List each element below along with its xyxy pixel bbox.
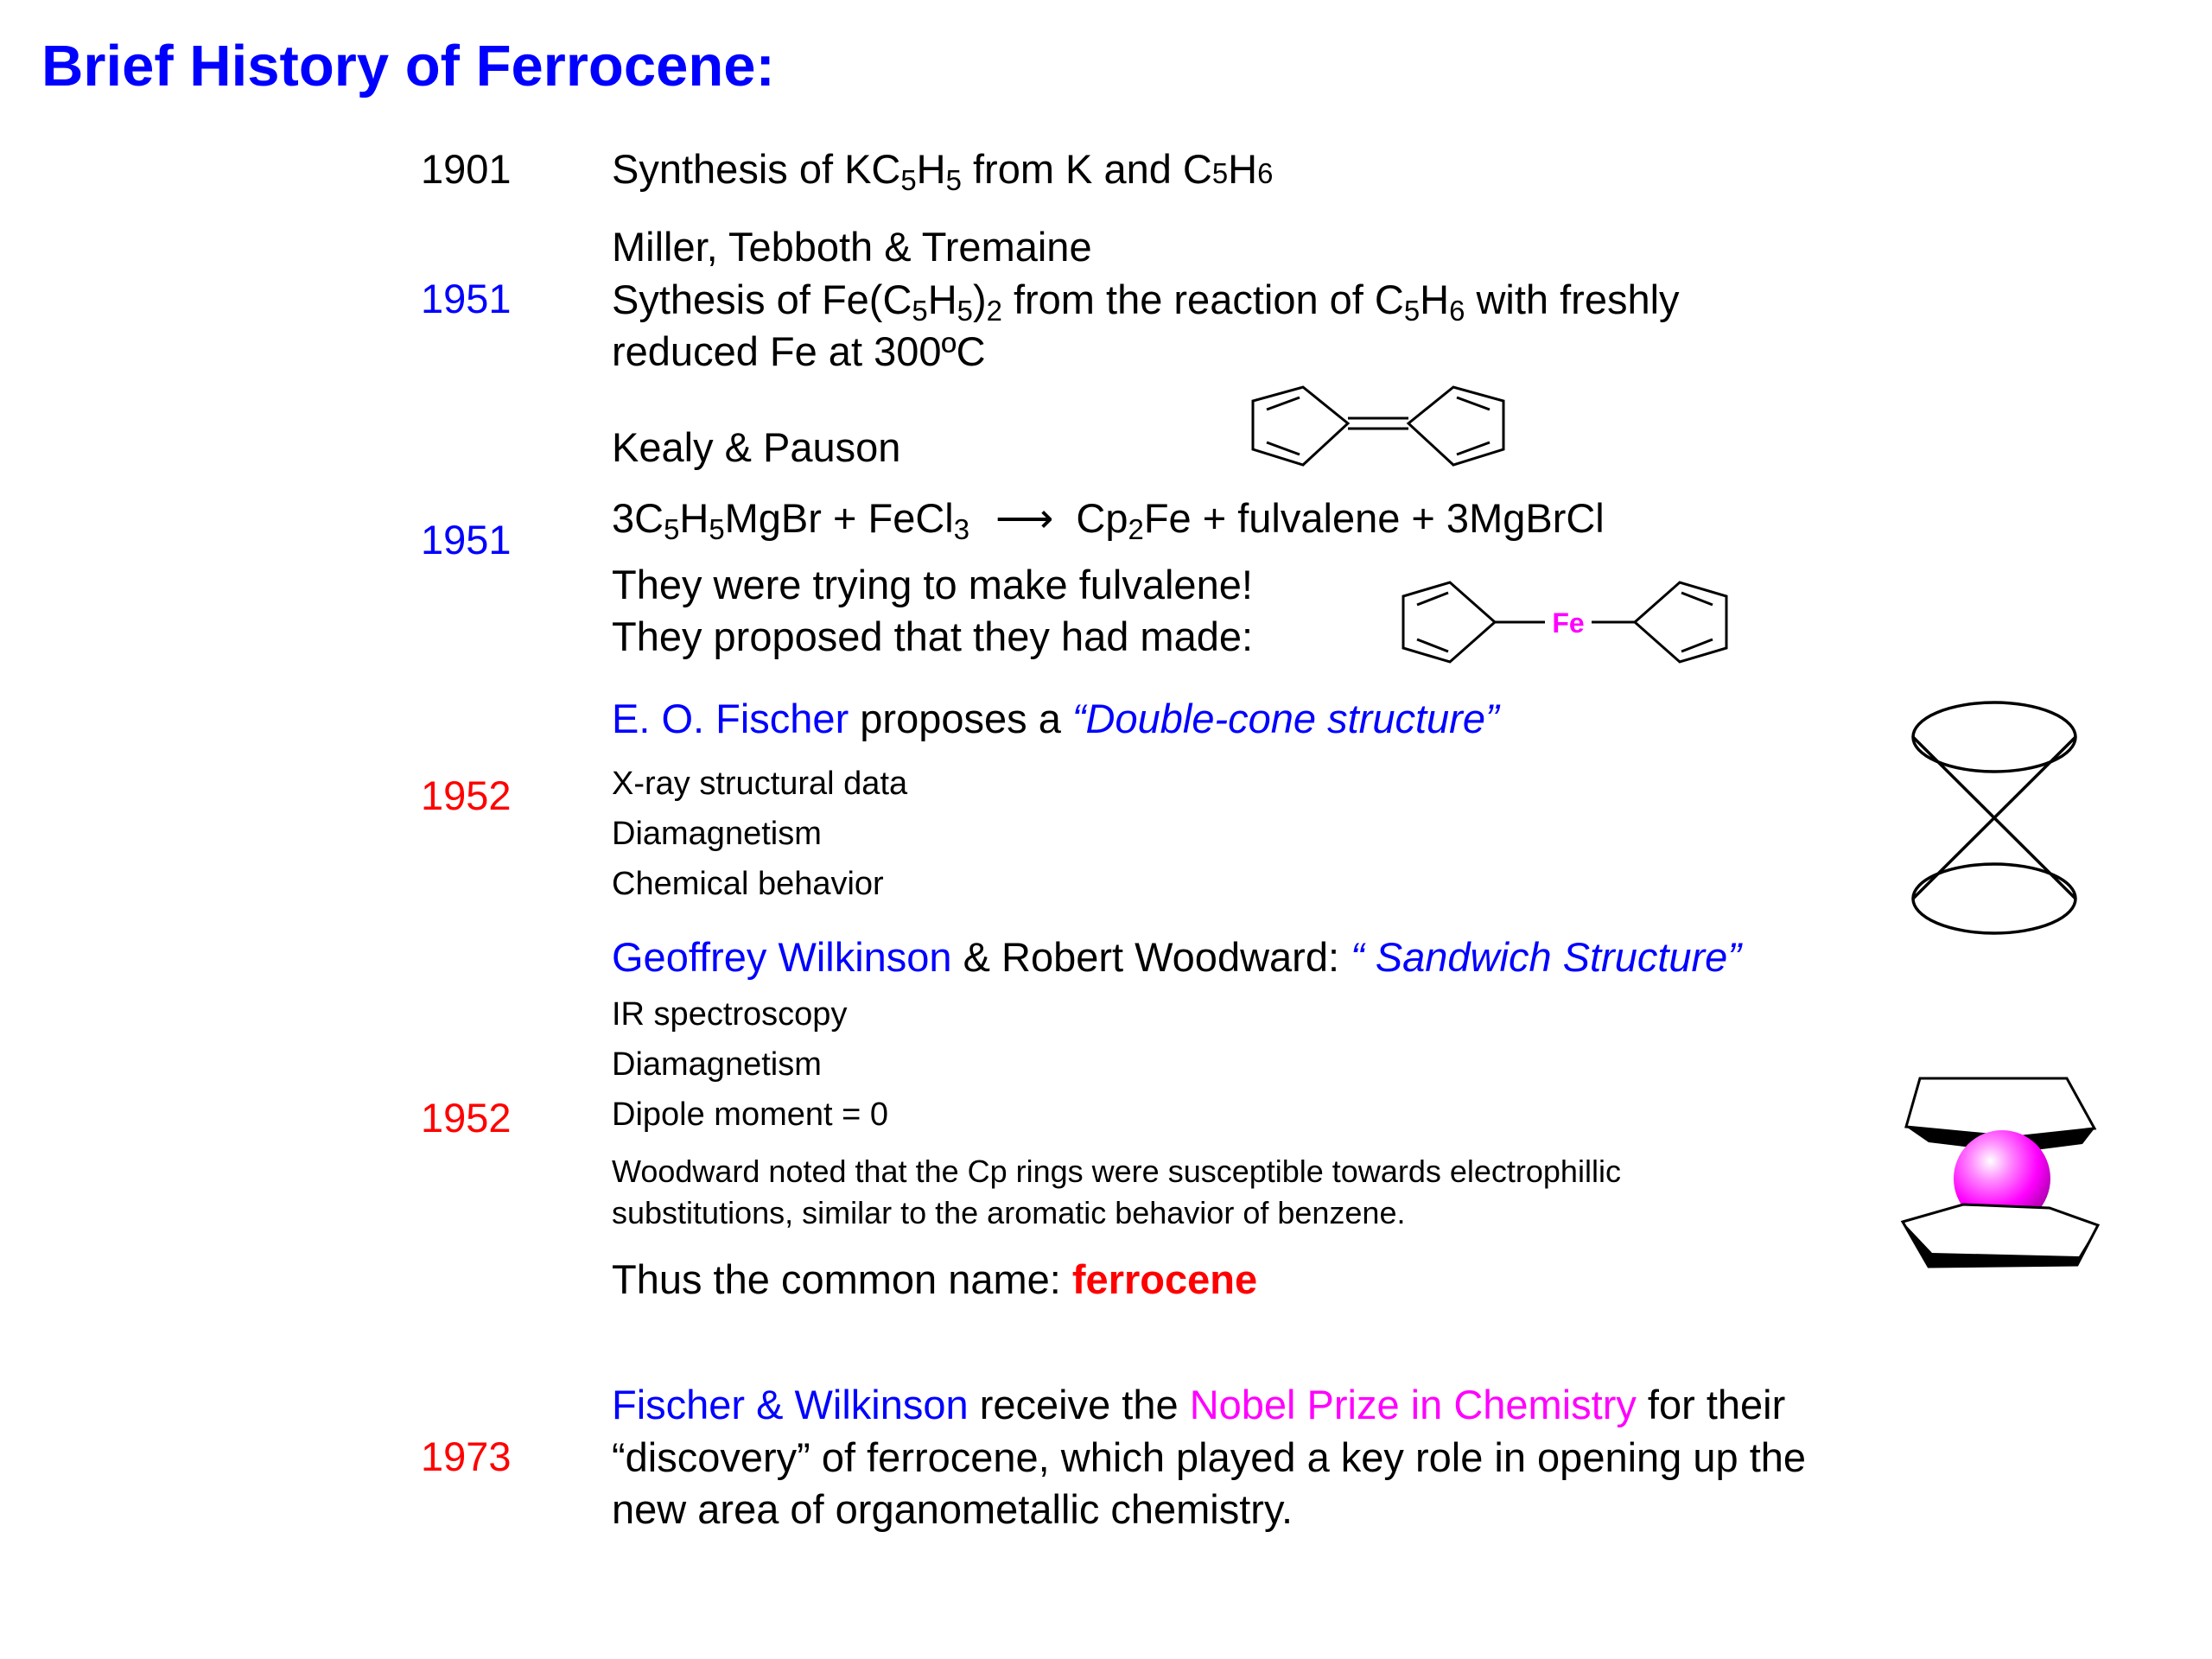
year-1901: 1901	[421, 146, 512, 192]
kealy-reaction-equation: $3C_5H_5MgBr$ + FeCl$_3$ ⟶ $Cp_2Fe$ + fulvalene + 3MgBrCl	[612, 495, 1605, 546]
entry-1951-kealy-authors: Kealy & Pauson	[612, 424, 901, 470]
nobel-line3: new area of organometallic chemistry.	[612, 1486, 1294, 1532]
fischer-evidence-1: X-ray structural data	[612, 766, 908, 802]
fischer-evidence-2: Diamagnetism	[612, 816, 822, 852]
fulvalene-structure	[1244, 372, 1521, 493]
year-1973: 1973	[421, 1433, 512, 1479]
fe-atom-label: Fe	[1552, 607, 1585, 639]
sandwich-structure	[1894, 1070, 2101, 1277]
nobel-line2: “discovery” of ferrocene, which played a key role in opening up the	[612, 1434, 1807, 1480]
double-cone-structure	[1910, 696, 2082, 938]
year-1951-miller: 1951	[421, 276, 512, 321]
entry-1951-miller-authors: Miller, Tebboth & Tremaine	[612, 224, 1092, 270]
wilkinson-heading: Geoffrey Wilkinson & Robert Woodward: “ Sandwich Structure”	[612, 934, 1741, 980]
year-1951-kealy: 1951	[421, 517, 512, 563]
proposed-fe-structure	[1400, 562, 1745, 683]
entry-1951-miller-line2: reduced Fe at 300ºC	[612, 328, 986, 374]
woodward-note-line2: substitutions, similar to the aromatic behavior of benzene.	[612, 1195, 1406, 1230]
page-title: Brief History of Ferrocene:	[41, 34, 775, 99]
kealy-line2: They proposed that they had made:	[612, 613, 1254, 659]
common-name: Thus the common name: ferrocene	[612, 1256, 1258, 1302]
year-1952-wilkinson: 1952	[421, 1095, 512, 1141]
fischer-heading: E. O. Fischer proposes a “Double-cone structure”	[612, 696, 1499, 741]
wilkinson-evidence-1: IR spectroscopy	[612, 996, 848, 1033]
entry-1951-miller-line1: Sythesis of $Fe(C_5H_5)_2$ from the reaction of $C_5H_6$ with freshly	[612, 276, 1680, 327]
wilkinson-evidence-2: Diamagnetism	[612, 1046, 822, 1083]
year-1952-fischer: 1952	[421, 772, 512, 818]
fischer-evidence-3: Chemical behavior	[612, 866, 884, 902]
entry-1901-text: Synthesis of $KC_5H_5$ from K and C5H6	[612, 146, 1274, 197]
nobel-line1: Fischer & Wilkinson receive the Nobel Prize in Chemistry for their	[612, 1382, 1786, 1427]
wilkinson-evidence-3: Dipole moment = 0	[612, 1096, 888, 1133]
kealy-line1: They were trying to make fulvalene!	[612, 562, 1253, 607]
woodward-note-line1: Woodward noted that the Cp rings were susceptible towards electrophillic	[612, 1154, 1621, 1189]
